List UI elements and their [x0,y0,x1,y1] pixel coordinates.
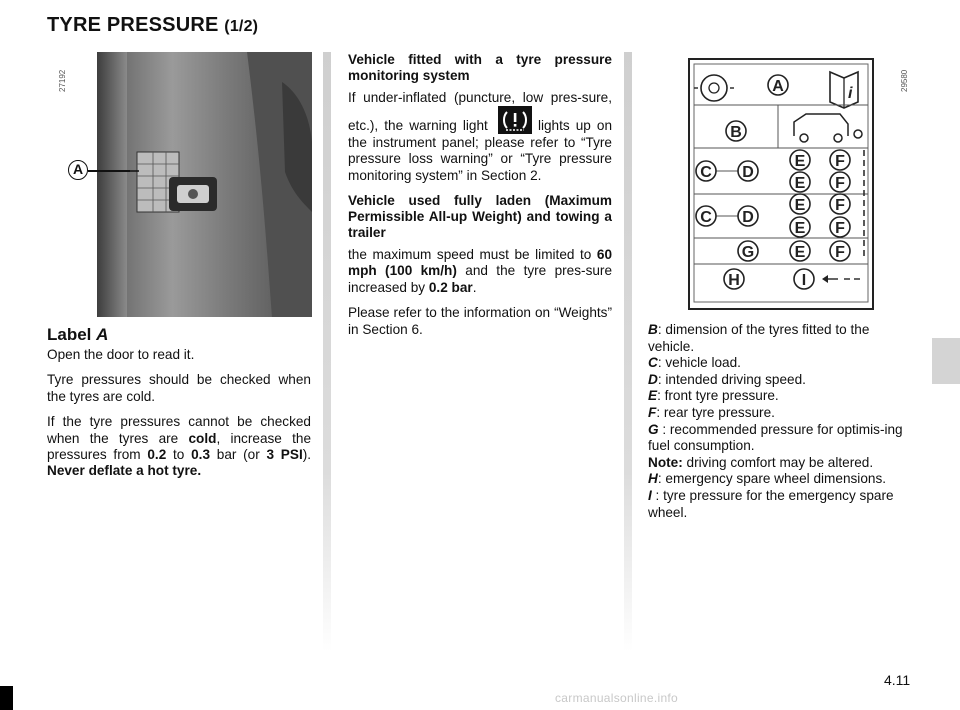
column-divider-right [624,52,632,652]
legend-key: E [648,388,658,404]
legend-text: : vehicle load. [657,355,741,371]
photo-reference-code: 27192 [58,69,67,92]
tpms-text-a: If under-inflated (puncture, low pres-sure, etc.), the warning light [348,90,612,134]
hot-tyre-text-a: If the tyre pressures cannot be checked when the tyres are [47,414,311,446]
legend-e [648,388,912,405]
legend-f [648,405,912,422]
tpms-text [348,90,612,184]
fully-laden-text-b: and the tyre pres-sure increased by [348,263,613,295]
pressure-max: 0.3 [191,447,211,463]
legend-text: : dimension of the tyres fitted to the vehicle. [648,322,870,354]
tyre-label-diagram [688,58,874,310]
pressure-to: to [173,447,185,463]
label-a-heading [47,325,108,345]
weights-reference-text: Please refer to the information on “Weights” in Section 6. [348,305,612,337]
corner-mark [0,686,13,710]
diagram-letter-f-5: F [835,244,845,261]
diagram-letter-i: I [801,272,807,289]
callout-leader-line [88,170,130,172]
pressure-min: 0.2 [147,447,167,463]
legend-c [648,355,912,372]
tyre-pressure-warning-icon [498,106,532,134]
photo-callout-a: A [68,160,88,180]
legend-text: : intended driving speed. [657,371,806,387]
open-door-text: Open the door to read it. [47,347,195,362]
check-cold-text: Tyre pressures should be checked when the tyres are cold. [47,372,311,404]
fully-laden-text-a: the maximum speed must be limited to [348,247,592,263]
legend-g [648,422,912,455]
legend-text: : emergency spare wheel dimensions. [657,471,887,487]
speed-limit: 60 mph (100 km/h) [348,247,613,279]
svg-text:i: i [848,85,853,102]
pressure-psi: 3 PSI [266,447,303,463]
legend-text: : tyre pressure for the emergency spare wheel. [648,487,894,520]
hot-tyre-text-b: , increase the pressures from [47,430,311,463]
tpms-heading: Vehicle fitted with a tyre pressure monitoring system [348,52,612,83]
diagram-letter-e-3: E [794,197,806,214]
hot-tyre-text-d: ). [302,447,312,463]
legend-text: : front tyre pressure. [657,388,779,404]
diagram-letter-f-1: F [835,153,845,170]
label-heading-letter: A [96,325,109,344]
note-key: Note: [648,454,683,470]
diagram-letter-h: H [728,272,740,289]
legend-key: H [648,471,658,487]
note-text: driving comfort may be altered. [682,454,874,470]
hot-tyre-text [47,414,311,480]
diagram-letter-e-4: E [794,220,806,237]
legend-b [648,322,912,355]
legend-h [648,471,912,488]
diagram-letter-c-1: C [700,164,712,181]
diagram-letter-f-3: F [835,197,845,214]
hot-tyre-text-c: bar (or [216,447,260,463]
legend-key: B [648,322,658,337]
tpms-text-b: lights up on the instrument panel; please refer to “Tyre pressure loss warning” or “Tyre pressure monitoring system” in Section 2. [348,118,613,183]
diagram-letter-d-1: D [742,164,754,181]
page-title [47,14,258,37]
diagram-letter-b: B [730,124,742,141]
legend-text: : recommended pressure for optimis-ing fuel consumption. [648,421,903,454]
tpms-section [348,52,612,347]
diagram-letter-e-5: E [794,244,806,261]
diagram-letter-f-4: F [835,220,845,237]
fully-laden-text-c: . [472,279,477,295]
legend-key: F [648,404,657,420]
page-title-part: (1/2) [224,18,259,35]
diagram-letter-f-2: F [835,175,845,192]
section-tab-marker [932,338,960,384]
diagram-letter-c-2: C [700,209,712,226]
label-diagram-drawing [688,58,874,310]
site-watermark: carmanualsonline.info [555,691,679,705]
legend-note [648,455,912,472]
label-a-body [47,347,311,489]
never-deflate-warning: Never deflate a hot tyre. [47,463,202,479]
legend-text: : rear tyre pressure. [656,404,775,420]
fully-laden-heading: Vehicle used fully laden (Maximum Permissible All-up Weight) and towing a trailer [348,193,612,241]
legend-key: I [648,487,652,503]
legend-d [648,372,912,389]
column-divider-left [323,52,331,652]
diagram-reference-code: 29580 [900,69,909,92]
diagram-letter-a: A [772,78,784,95]
page-number: 4.11 [884,672,911,688]
cold-emphasis: cold [188,430,217,446]
door-photo-drawing [97,52,312,317]
legend-i [648,488,912,521]
fully-laden-text [348,247,612,296]
diagram-letter-e-1: E [794,153,806,170]
legend-key: D [648,371,658,387]
diagram-letter-d-2: D [742,209,754,226]
diagram-letter-e-2: E [794,175,806,192]
pressure-increase: 0.2 bar [428,279,473,295]
diagram-letter-g: G [741,244,755,261]
door-label-photo [97,52,312,317]
label-heading-prefix: Label [47,325,92,344]
legend-key: C [648,355,658,371]
legend-key: G [648,421,659,437]
page-title-text: TYRE PRESSURE [47,14,219,36]
diagram-legend [648,322,912,521]
